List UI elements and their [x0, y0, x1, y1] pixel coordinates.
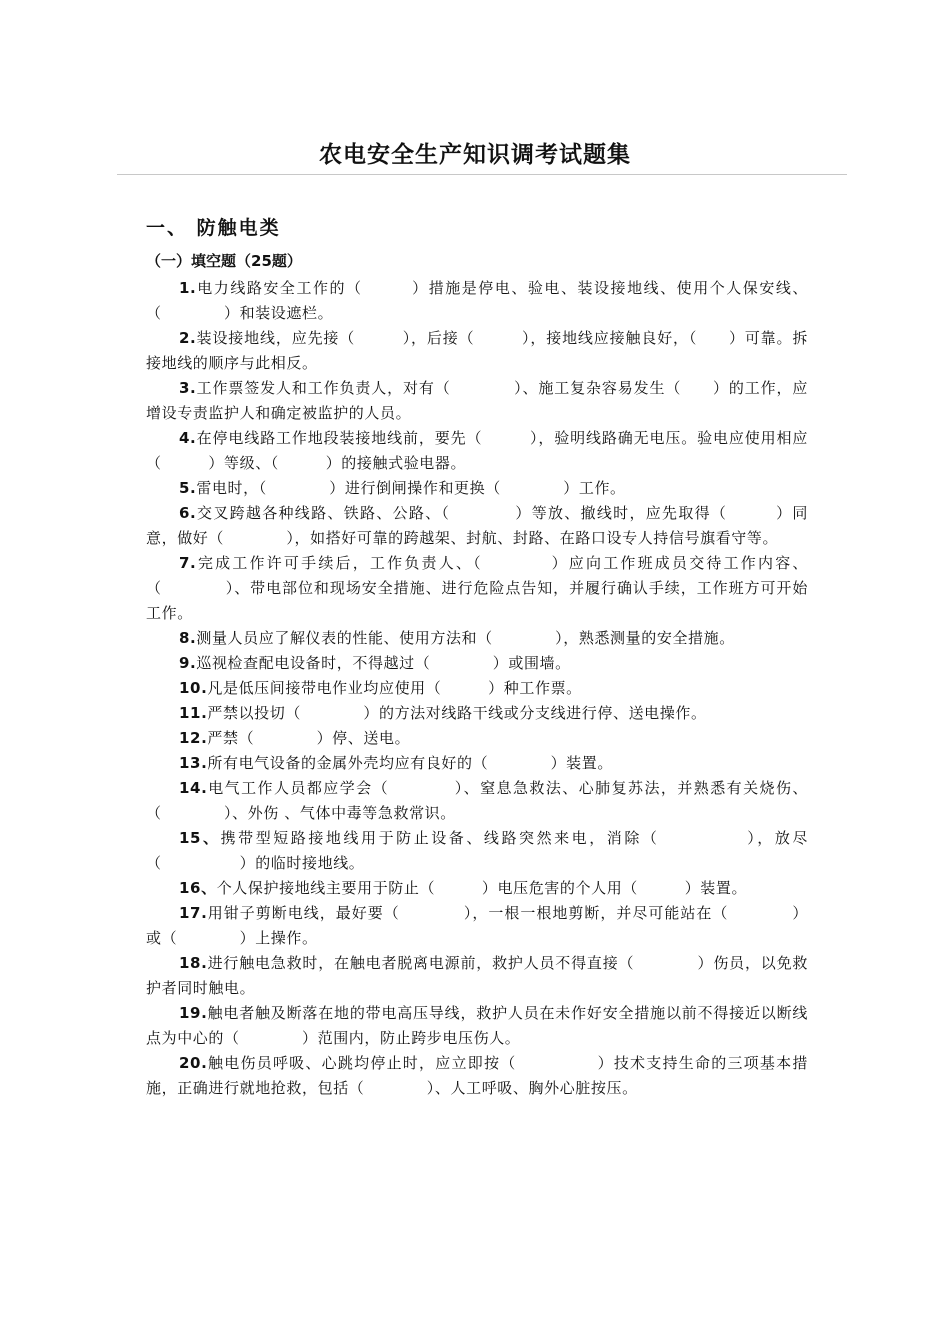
question-text: 在停电线路工作地段装接地线前，要先（ ），验明线路确无电压。验电应使用相应（ ）等级、（ ）的接触式验电器。 [146, 429, 808, 472]
question-text: 测量人员应了解仪表的性能、使用方法和（ ），熟悉测量的安全措施。 [196, 629, 735, 647]
question-item [146, 376, 808, 426]
question-item [146, 326, 808, 376]
question-number: 7. [179, 554, 197, 572]
question-item [146, 551, 808, 626]
question-number: 15、 [179, 829, 221, 847]
document-title: 农电安全生产知识调考试题集 [319, 142, 631, 168]
question-item [146, 626, 808, 651]
question-number: 3. [179, 379, 197, 397]
question-text: 用钳子剪断电线，最好要（ ），一根一根地剪断，并尽可能站在（ ）或（ ）上操作。 [146, 904, 808, 947]
question-item [146, 1051, 808, 1101]
question-text: 携带型短路接地线用于防止设备、线路突然来电，消除（ ），放尽（ ）的临时接地线。 [146, 829, 808, 872]
question-number: 19. [179, 1004, 208, 1022]
question-text: 凡是低压间接带电作业均应使用（ ）种工作票。 [207, 679, 582, 697]
question-item [146, 826, 808, 876]
question-text: 巡视检查配电设备时，不得越过（ ）或围墙。 [196, 654, 571, 672]
question-item [146, 651, 808, 676]
question-text: 工作票签发人和工作负责人，对有（ ）、施工复杂容易发生（ ）的工作，应增设专责监护人和确定被监护的人员。 [146, 379, 808, 422]
question-number: 9. [179, 654, 197, 672]
question-text: 个人保护接地线主要用于防止（ ）电压危害的个人用（ ）装置。 [216, 879, 748, 897]
section-heading: 一、 防触电类 [146, 217, 281, 239]
question-number: 8. [179, 629, 197, 647]
question-number: 1. [179, 279, 197, 297]
question-item [146, 501, 808, 551]
title-divider [117, 174, 847, 175]
question-item [146, 876, 808, 901]
subsection-heading: （一）填空题（25题） [146, 252, 302, 270]
question-text: 进行触电急救时，在触电者脱离电源前，救护人员不得直接（ ）伤员，以免救护者同时触电。 [146, 954, 808, 997]
question-text: 交叉跨越各种线路、铁路、公路、（ ）等放、撤线时，应先取得（ ）同意，做好（ ），如搭好可靠的跨越架、封航、封路、在路口设专人持信号旗看守等。 [146, 504, 808, 547]
question-item [146, 276, 808, 326]
question-item [146, 901, 808, 951]
question-item [146, 676, 808, 701]
question-number: 5. [179, 479, 197, 497]
question-number: 14. [179, 779, 208, 797]
question-number: 12. [179, 729, 208, 747]
question-number: 11. [179, 704, 208, 722]
question-list [146, 276, 808, 1101]
question-item [146, 701, 808, 726]
question-text: 严禁以投切（ ）的方法对线路干线或分支线进行停、送电操作。 [207, 704, 707, 722]
question-item [146, 1001, 808, 1051]
question-text: 严禁（ ）停、送电。 [207, 729, 411, 747]
question-text: 所有电气设备的金属外壳均应有良好的（ ）装置。 [207, 754, 613, 772]
question-number: 20. [179, 1054, 208, 1072]
question-number: 18. [179, 954, 208, 972]
question-text: 电力线路安全工作的（ ）措施是停电、验电、装设接地线、使用个人保安线、（ ）和装设遮栏。 [146, 279, 808, 322]
question-item [146, 951, 808, 1001]
question-text: 装设接地线，应先接（ ），后接（ ），接地线应接触良好，（ ）可靠。拆接地线的顺序与此相反。 [146, 329, 808, 372]
question-number: 13. [179, 754, 208, 772]
question-item [146, 426, 808, 476]
question-number: 17. [179, 904, 208, 922]
question-item [146, 476, 808, 501]
question-number: 2. [179, 329, 197, 347]
question-text: 完成工作许可手续后，工作负责人、（ ）应向工作班成员交待工作内容、（ ）、带电部位和现场安全措施、进行危险点告知，并履行确认手续，工作班方可开始工作。 [146, 554, 808, 622]
question-item [146, 726, 808, 751]
question-number: 4. [179, 429, 197, 447]
question-text: 雷电时，（ ）进行倒闸操作和更换（ ）工作。 [196, 479, 626, 497]
question-text: 触电伤员呼吸、心跳均停止时，应立即按（ ）技术支持生命的三项基本措施，正确进行就地抢救，包括（ ）、人工呼吸、胸外心脏按压。 [146, 1054, 808, 1097]
question-item [146, 776, 808, 826]
question-number: 16、 [179, 879, 217, 897]
question-number: 6. [179, 504, 197, 522]
question-text: 触电者触及断落在地的带电高压导线，救护人员在未作好安全措施以前不得接近以断线点为中心的（ ）范围内，防止跨步电压伤人。 [146, 1004, 808, 1047]
question-text: 电气工作人员都应学会（ ）、窒息急救法、心肺复苏法，并熟悉有关烧伤、（ ）、外伤 、气体中毒等急救常识。 [146, 779, 808, 822]
question-number: 10. [179, 679, 208, 697]
question-item [146, 751, 808, 776]
